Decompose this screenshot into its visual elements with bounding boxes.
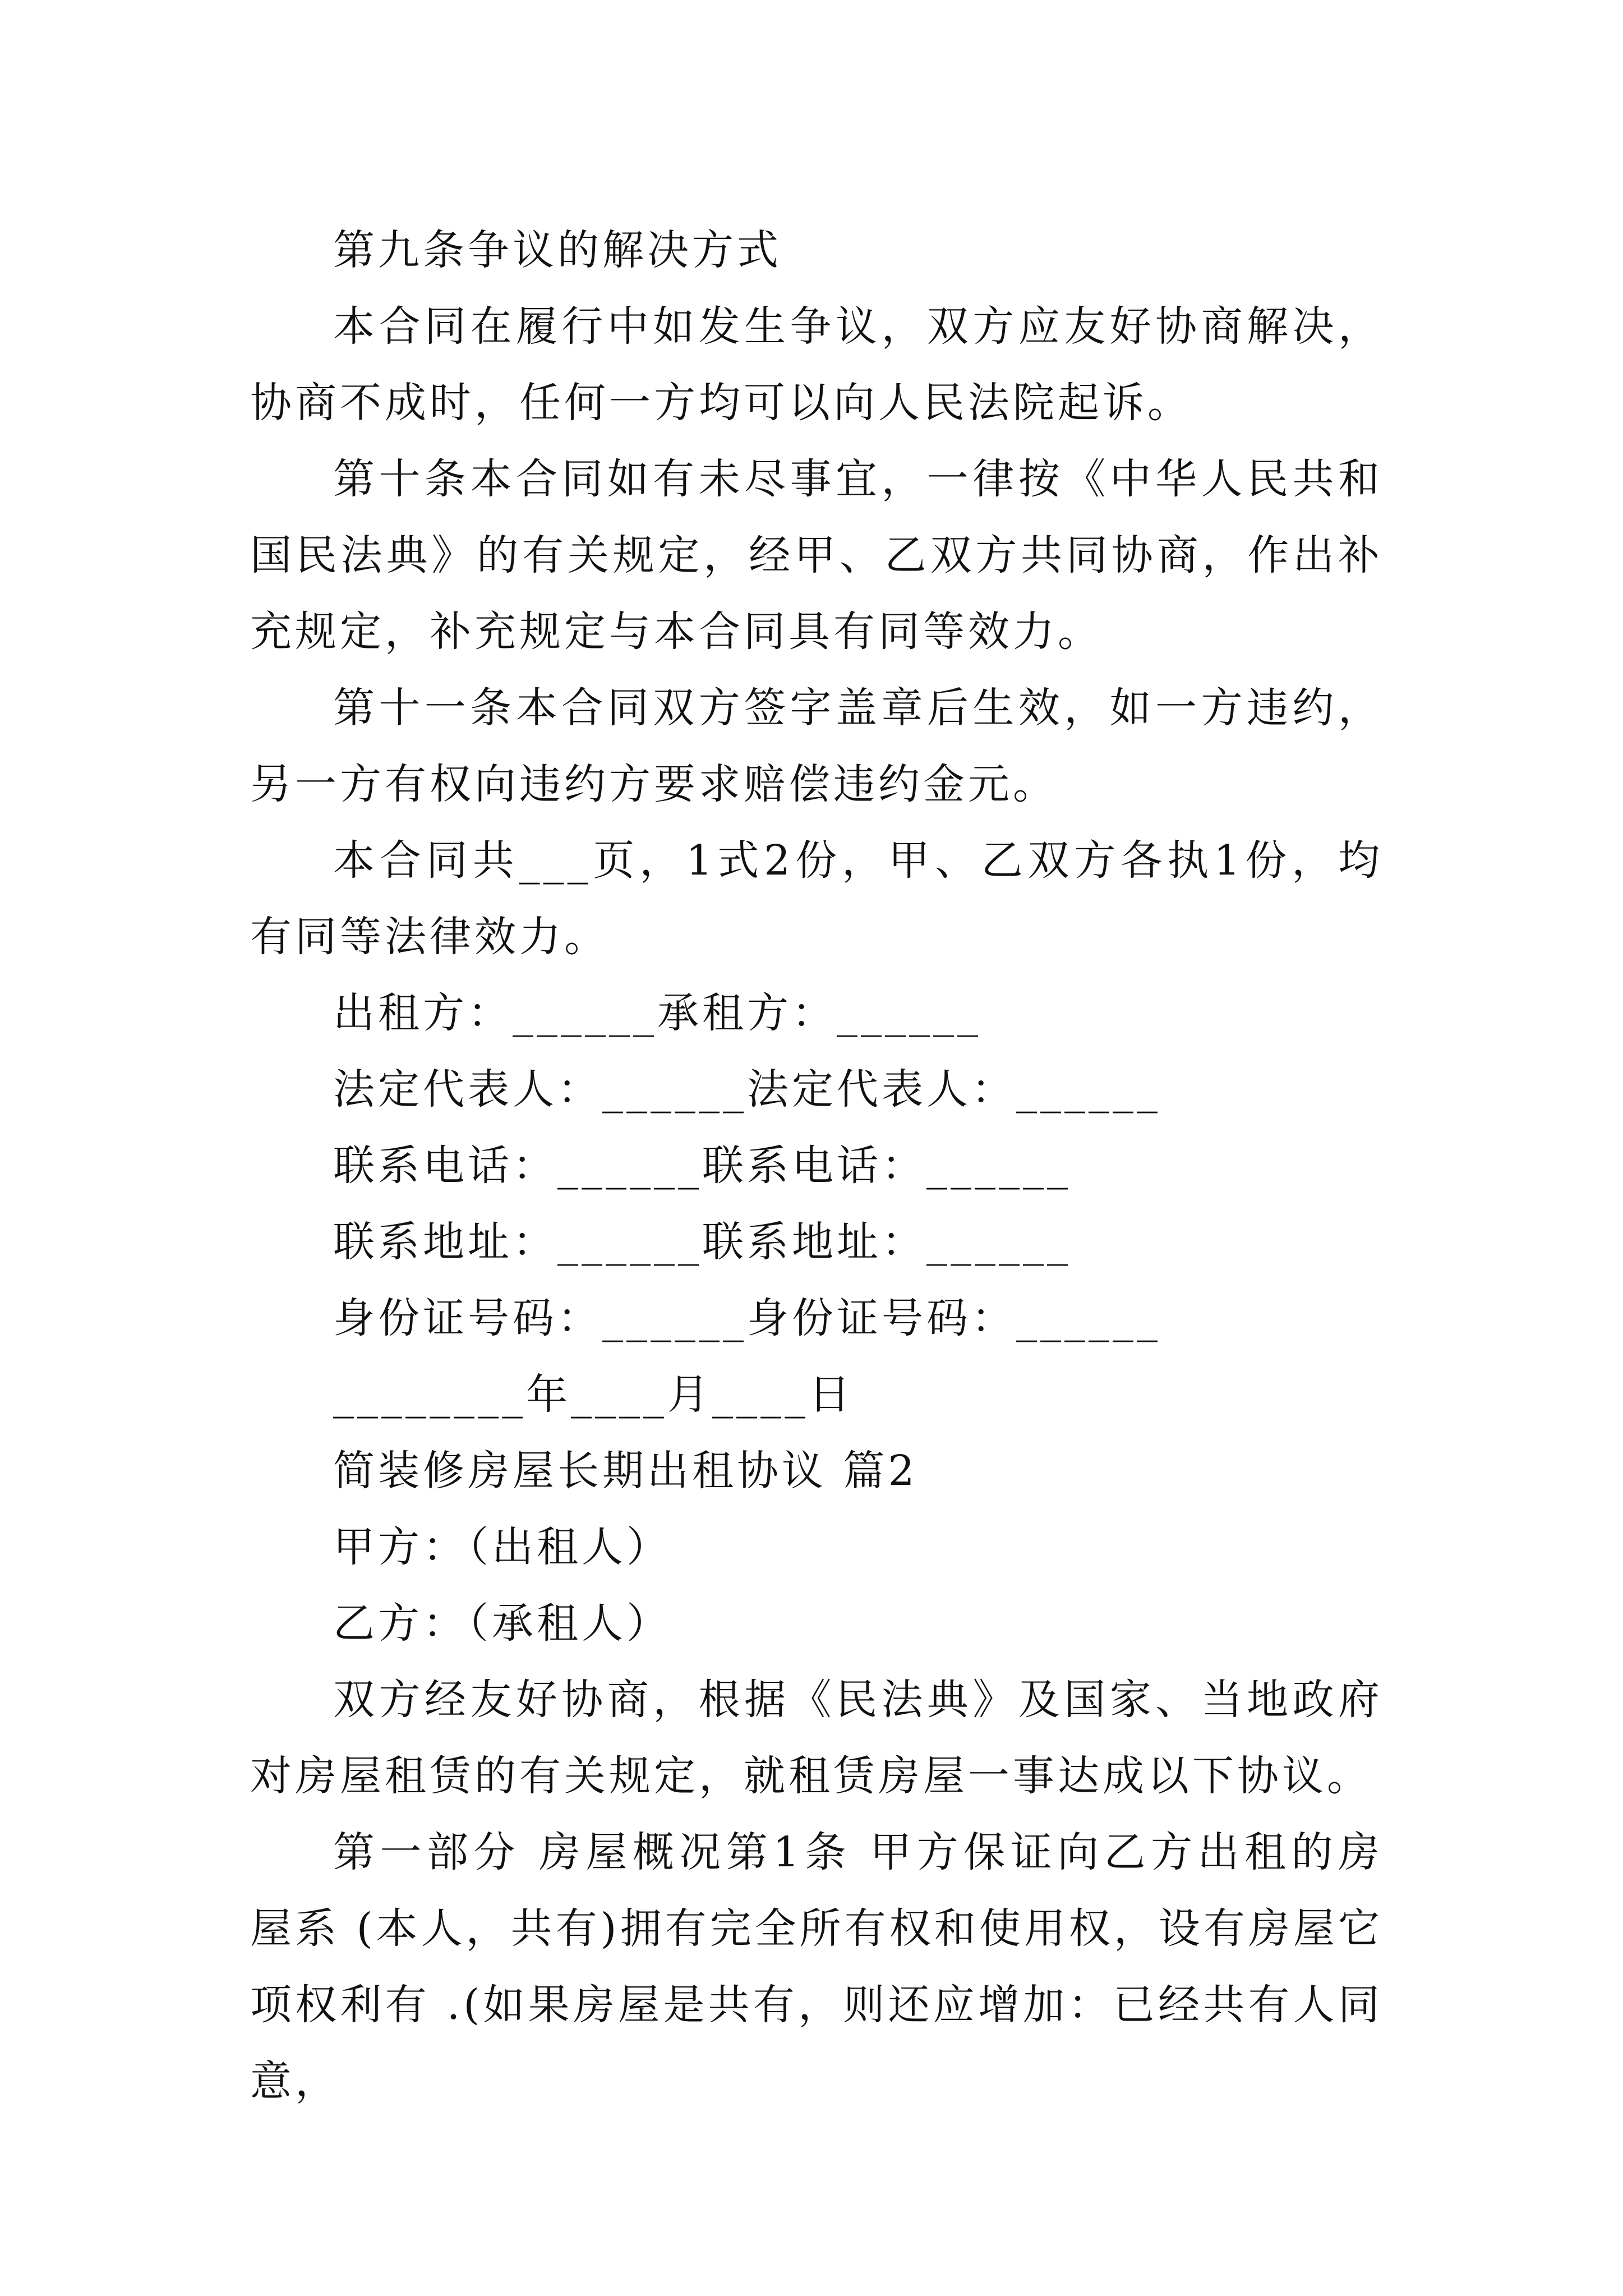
copies-clause: 本合同共___页，1式2份，甲、乙双方各执1份，均有同等法律效力。	[250, 836, 1383, 961]
signature-phone: 联系电话：______联系电话：______	[333, 1142, 1071, 1190]
document-body	[250, 212, 1383, 2119]
signature-date: ________年____月____日	[333, 1370, 854, 1419]
signature-legal-representative: 法定代表人：______法定代表人：______	[333, 1065, 1161, 1114]
article-9-text: 本合同在履行中如发生争议，双方应友好协商解决，协商不成时，任何一方均可以向人民法院起诉。	[250, 302, 1383, 427]
signature-lessor-lessee: 出租方：______承租方：______	[333, 989, 981, 1037]
article-9-heading: 第九条争议的解决方式	[333, 226, 782, 274]
agreement-2-intro: 双方经友好协商，根据《民法典》及国家、当地政府对房屋租赁的有关规定，就租赁房屋一事达成以下协议。	[250, 1676, 1383, 1800]
party-b: 乙方：（承租人）	[333, 1599, 671, 1648]
agreement-2-title: 简装修房屋长期出租协议 篇2	[333, 1447, 918, 1495]
article-11-text: 第十一条本合同双方签字盖章后生效，如一方违约，另一方有权向违约方要求赔偿违约金元。	[250, 684, 1383, 808]
article-10-text: 第十条本合同如有未尽事宜，一律按《中华人民共和国民法典》的有关规定，经甲、乙双方共同协商，作出补充规定，补充规定与本合同具有同等效力。	[250, 455, 1383, 656]
part-1-article-1: 第一部分 房屋概况第1条 甲方保证向乙方出租的房屋系 (本人，共有)拥有完全所有权和使用权，设有房屋它项权利有 .(如果房屋是共有，则还应增加：已经共有人同意，	[250, 1828, 1383, 2105]
signature-id-number: 身份证号码：______身份证号码：______	[333, 1294, 1161, 1342]
party-a: 甲方：（出租人）	[333, 1523, 671, 1571]
signature-address: 联系地址：______联系地址：______	[333, 1218, 1071, 1266]
